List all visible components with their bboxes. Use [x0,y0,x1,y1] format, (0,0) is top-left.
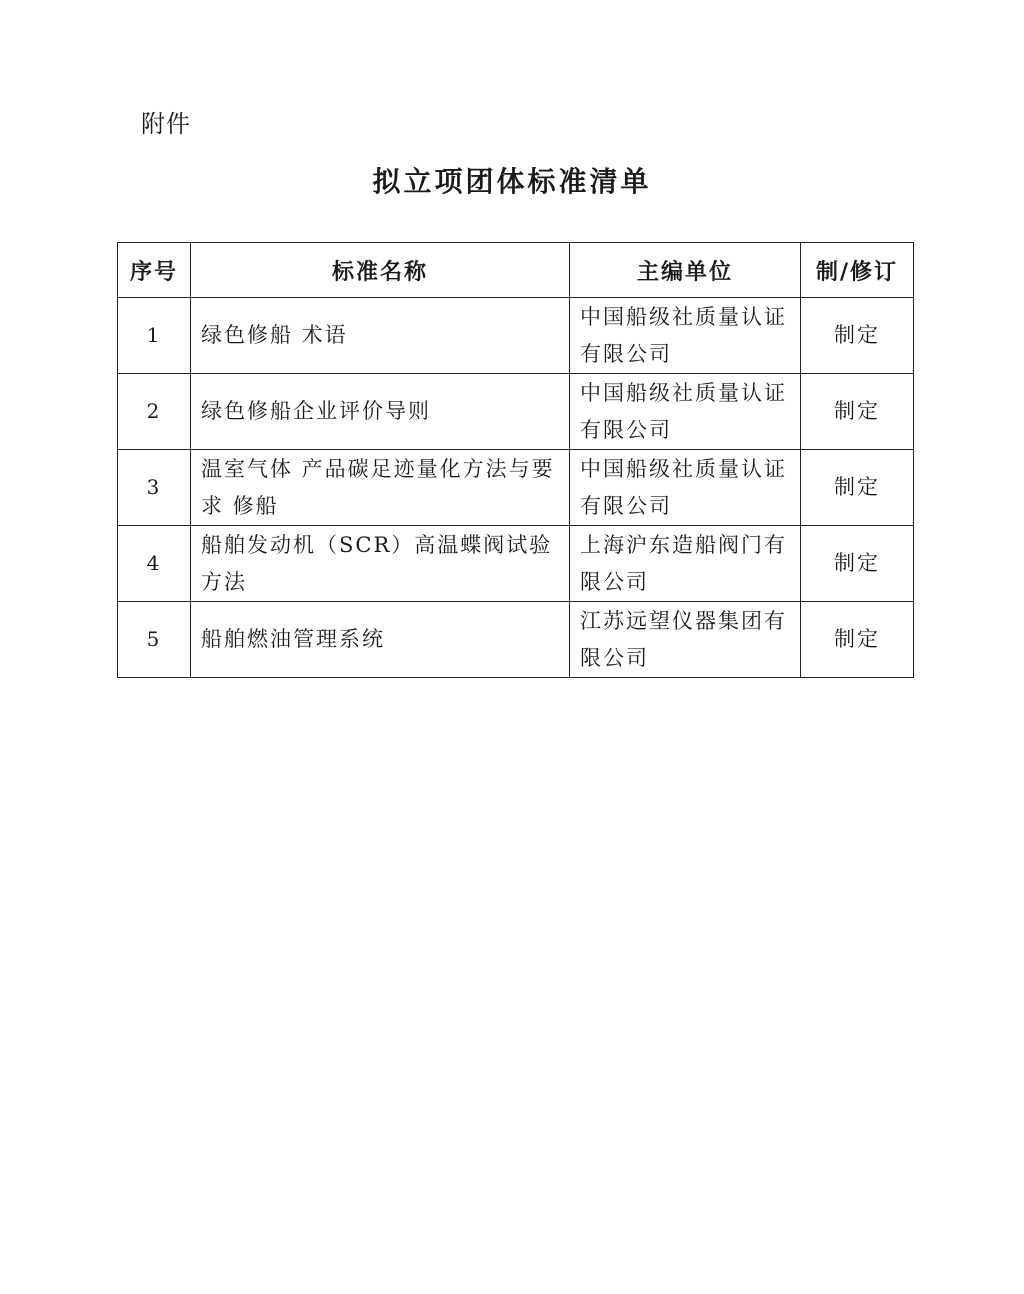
cell-seq: 5 [118,602,191,678]
table-row [118,450,914,526]
cell-revision-type: 制定 [801,602,914,678]
cell-standard-name: 绿色修船企业评价导则 [191,374,570,450]
cell-lead-organization: 江苏远望仪器集团有限公司 [570,602,801,678]
column-header-seq: 序号 [118,243,191,298]
table-row [118,602,914,678]
cell-revision-type: 制定 [801,526,914,602]
cell-lead-organization: 中国船级社质量认证有限公司 [570,374,801,450]
cell-lead-organization: 上海沪东造船阀门有限公司 [570,526,801,602]
cell-seq: 2 [118,374,191,450]
cell-standard-name: 船舶发动机（SCR）高温蝶阀试验方法 [191,526,570,602]
cell-revision-type: 制定 [801,450,914,526]
table-header-row [118,243,914,298]
column-header-standard-name: 标准名称 [191,243,570,298]
cell-revision-type: 制定 [801,298,914,374]
cell-seq: 4 [118,526,191,602]
document-title: 拟立项团体标准清单 [372,165,652,198]
cell-lead-organization: 中国船级社质量认证有限公司 [570,298,801,374]
cell-standard-name: 绿色修船 术语 [191,298,570,374]
cell-revision-type: 制定 [801,374,914,450]
attachment-label: 附件 [141,110,191,138]
column-header-revision-type: 制/修订 [801,243,914,298]
table-row [118,374,914,450]
cell-seq: 3 [118,450,191,526]
standards-table [117,242,914,678]
cell-lead-organization: 中国船级社质量认证有限公司 [570,450,801,526]
table-row [118,526,914,602]
table-row [118,298,914,374]
cell-seq: 1 [118,298,191,374]
cell-standard-name: 温室气体 产品碳足迹量化方法与要求 修船 [191,450,570,526]
cell-standard-name: 船舶燃油管理系统 [191,602,570,678]
column-header-lead-organization: 主编单位 [570,243,801,298]
